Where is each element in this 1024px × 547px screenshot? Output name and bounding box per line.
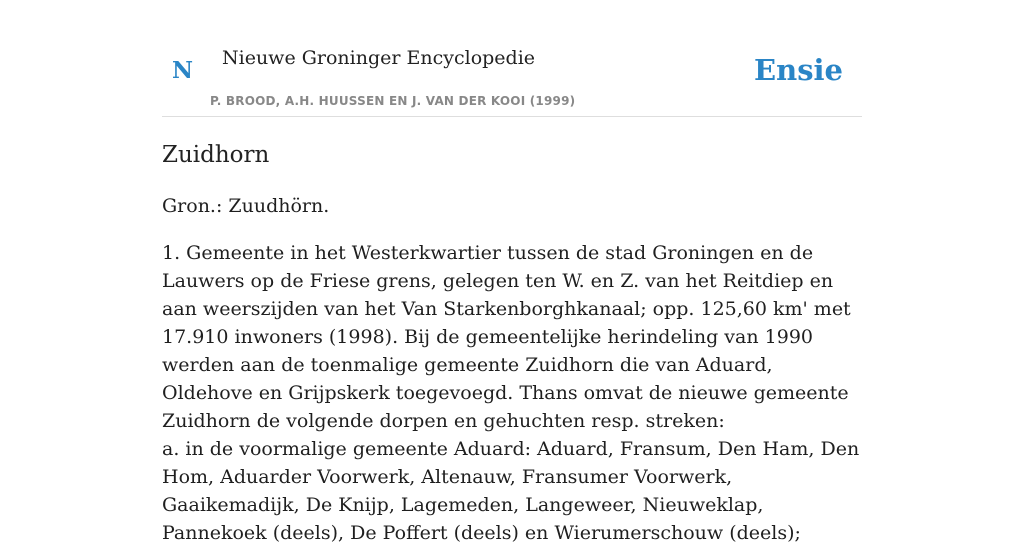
article-body	[162, 192, 867, 547]
book-title[interactable]: Nieuwe Groninger Encyclopedie	[222, 47, 536, 69]
article-paragraph-1: 1. Gemeente in het Westerkwartier tussen de stad Groningen en de Lauwers op de Friese grens, gelegen ten W. en Z. van het Reitdiep en aan weerszijden van het Van Starkenborghkanaal; opp. 125,60 km' met 17.910 inwoners (1998). Bij de gemeentelijke herindeling van 1990 werden aan de toenmalige gemeente Zuidhorn die van Aduard, Oldehove en Grijpskerk toegevoegd. Thans omvat de nieuwe gemeente Zuidhorn de volgende dorpen en gehuchten resp. streken:	[162, 242, 851, 432]
book-header	[162, 0, 862, 117]
book-authors: P. BROOD, A.H. HUUSSEN EN J. VAN DER KOOI (1999)	[210, 94, 576, 108]
book-letter-icon: N	[172, 57, 194, 84]
page	[162, 0, 862, 544]
ensie-logo-link[interactable]: Ensie	[754, 53, 843, 87]
article-paragraph-2: a. in de voormalige gemeente Aduard: Aduard, Fransum, Den Ham, Den Hom, Aduarder Voorwerk, Altenauw, Fransumer Voorwerk, Gaaikemadijk, De Knijp, Lagemeden, Langeweer, Nieuweklap, Pannekoek (deels), De Poffert (deels) en Wierumerschouw (deels);	[162, 438, 860, 544]
article-title: Zuidhorn	[162, 142, 270, 168]
article-intro: Gron.: Zuudhörn.	[162, 195, 330, 217]
